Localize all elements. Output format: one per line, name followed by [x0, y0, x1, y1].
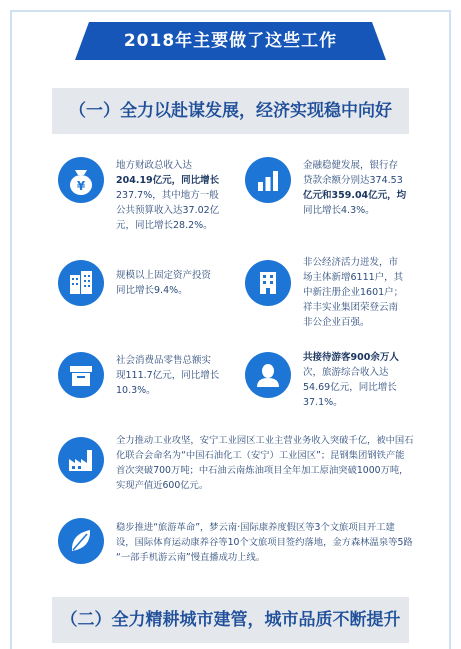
svg-text:¥: ¥ — [76, 179, 86, 193]
item-text: 金融稳健发展，银行存 贷款余额分别达374.53 亿元和359.04亿元，均 同比增长4.3%。 — [303, 160, 407, 216]
item-text: 全力推动工业攻坚，安宁工业园区工业主营业务收入突破千亿，被中国石 化联合会命名为“中国石油化工（安宁）工业园区”；昆钢集团钢铁产能 首次突破700万吨；中石油云南炼油项目全年加工原油突破1000万吨， 实现产值近600亿元。 — [116, 435, 414, 491]
section-1-title: （一）全力以赴谋发展，经济实现稳中向好 — [52, 88, 409, 134]
bar-chart-icon — [245, 157, 291, 203]
person-icon — [245, 352, 291, 398]
top-banner — [75, 22, 386, 60]
buildings-icon — [58, 260, 104, 306]
item-text: 社会消费品零售总额实 现111.7亿元，同比增长 10.3%。 — [116, 355, 220, 396]
item-text: 非公经济活力迸发，市 场主体新增6111户，其 中新注册企业1601户； 祥丰实业集团荣登云南 非公企业百强。 — [303, 257, 404, 328]
item-text: 地方财政总收入达 204.19亿元，同比增长 237.7%，其中地方一般 公共预算收入达37.02亿 元，同比增长28.2%。 — [116, 160, 220, 231]
section-2-title: （二）全力精耕城市建管，城市品质不断提升 — [52, 597, 409, 643]
money-bag-icon — [58, 157, 104, 203]
leaf-icon — [58, 518, 104, 564]
page-title: 2018年主要做了这些工作 — [123, 31, 338, 51]
box-icon — [58, 352, 104, 398]
item-text: 规模以上固定资产投资 同比增长9.4%。 — [116, 270, 212, 296]
item-text: 稳步推进“旅游革命”，梦云南·国际康养度假区等3个文旅项目开工建 设，国际体育运动康养谷等10个文旅项目签约落地，金方森林温泉等5路 “一部手机游云南”慢直播成功上线。 — [116, 522, 413, 563]
office-building-icon — [245, 260, 291, 306]
item-text: 共接待游客900余万人 次，旅游综合收入达 54.69亿元，同比增长 37.1%。 — [303, 352, 399, 408]
factory-icon — [58, 437, 104, 483]
